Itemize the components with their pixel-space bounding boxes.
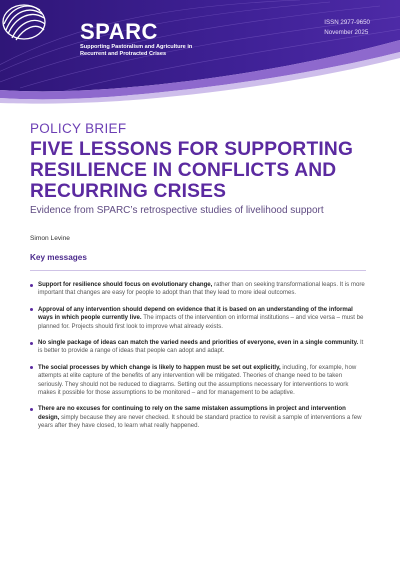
message-lead: Approval of any intervention should depend on evidence that it is based on an understanding of the informal ways in which people currently live. xyxy=(38,305,353,322)
brand-name: SPARC xyxy=(80,19,158,44)
bullet-icon xyxy=(30,308,33,311)
bullet-icon xyxy=(30,408,33,411)
author-name: Simon Levine xyxy=(30,235,70,242)
message-body: simply because they are never checked. It should be standard practice to revisit a sample of interventions a few years after they have closed, to learn what really happened. xyxy=(38,413,362,430)
list-item xyxy=(30,405,366,430)
header-background xyxy=(0,0,400,105)
list-item xyxy=(30,339,366,356)
header-banner xyxy=(0,0,400,105)
key-messages-heading: Key messages xyxy=(30,253,87,262)
message-lead: There are no excuses for continuing to rely on the same mistaken assumptions in project and intervention design, xyxy=(38,405,346,421)
brand-tagline: Supporting Pastoralism and Agriculture in Recurrent and Protracted Crises xyxy=(80,44,193,57)
publication-date: November 2025 xyxy=(324,29,369,36)
message-body: The impacts of the intervention on informal institutions – and vice versa – must be planned for. Projects should first look to improve what already exists. xyxy=(38,314,364,330)
document-type: POLICY BRIEF xyxy=(30,121,127,136)
key-messages-list xyxy=(30,281,366,439)
bullet-icon xyxy=(30,366,33,369)
message-body: It is better to provide a range of ideas that people can adopt and adapt. xyxy=(38,339,364,355)
list-item xyxy=(30,306,366,331)
document-title: FIVE LESSONS FOR SUPPORTING RESILIENCE IN CONFLICTS AND RECURRING CRISES xyxy=(30,139,354,202)
issn-number: ISSN 2977-9650 xyxy=(324,19,370,26)
bullet-icon xyxy=(30,284,33,287)
publication-meta xyxy=(324,18,370,38)
message-lead: Support for resilience should focus on evolutionary change, xyxy=(38,281,213,288)
message-body: including, for example, how attempts at elite capture of the benefits of any intervention will be mitigated. Theories of change need to be taken seriously. They should not be reduced to diagrams. Setting out the assumptions necessary for interventions to work makes it possible for those assumptions to be monitored – and for management to be adaptive. xyxy=(38,363,357,397)
message-lead: No single package of ideas can match the varied needs and priorities of everyone, even in a single community. xyxy=(38,339,359,347)
document-subtitle: Evidence from SPARC’s retrospective studies of livelihood support xyxy=(30,205,324,216)
section-divider xyxy=(30,270,366,271)
message-body: rather than on seeking transformational leaps. It is more important that changes are easy for people to adopt than that they lead to more ideal outcomes. xyxy=(38,281,365,297)
list-item xyxy=(30,364,366,398)
message-lead: The social processes by which change is likely to happen must be set out explicitly, xyxy=(38,363,281,371)
list-item xyxy=(30,281,366,298)
bullet-icon xyxy=(30,342,33,345)
sparc-swirl-logo-icon xyxy=(0,0,48,44)
